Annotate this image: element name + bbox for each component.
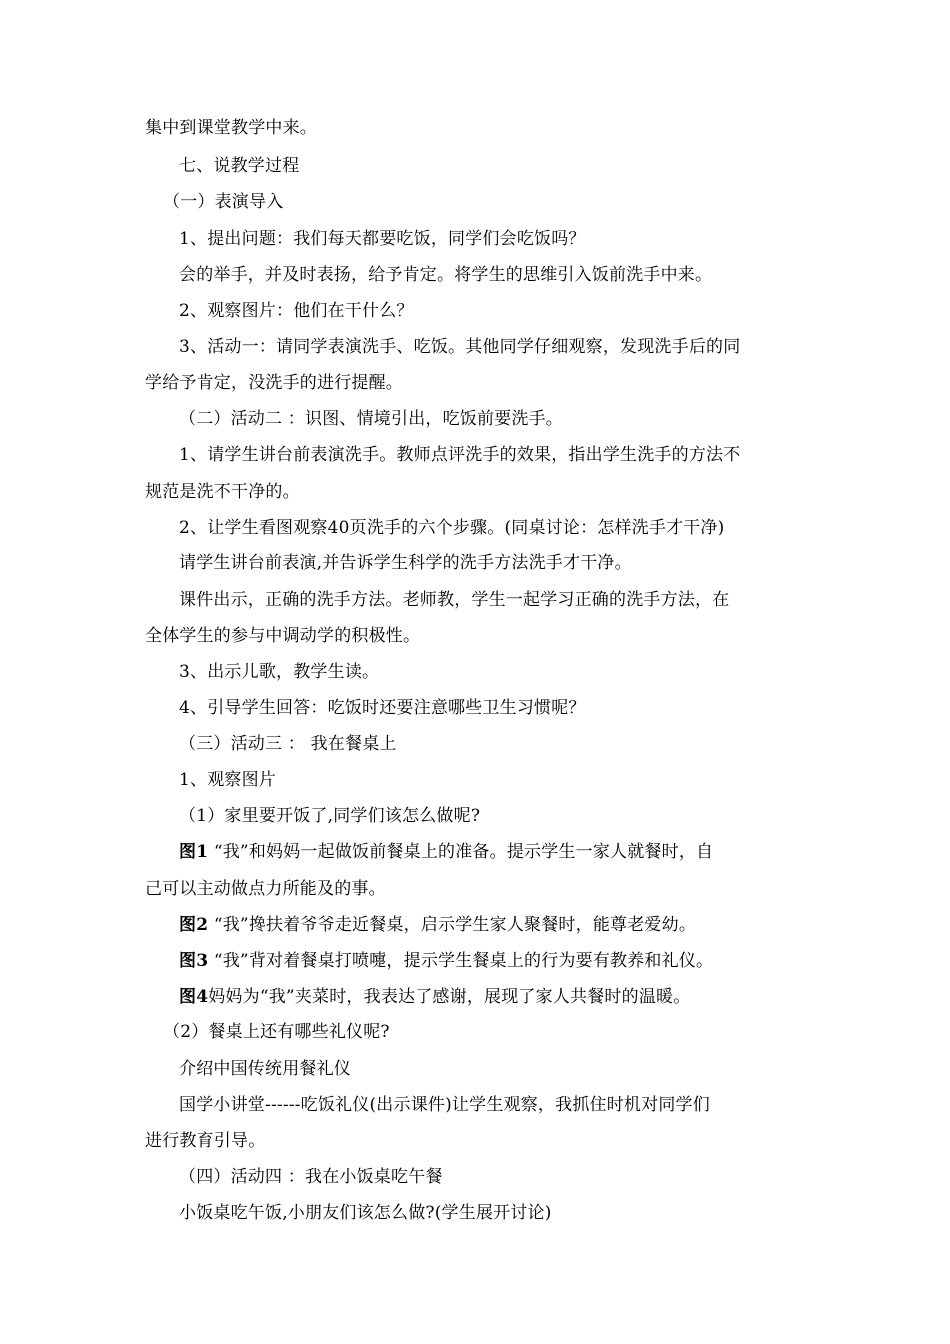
subsection-heading [163, 191, 283, 213]
line-text: 规范是洗不干净的。 [145, 482, 300, 502]
line-text: 3、活动一：请同学表演洗手、吃饭。其他同学仔细观察，发现洗手后的同 [179, 337, 741, 357]
line-text: 1、请学生讲台前表演洗手。教师点评洗手的效果，指出学生洗手的方法不 [179, 445, 741, 465]
line-text: （一）表演导入 [163, 192, 284, 212]
text-line [179, 444, 740, 466]
line-text: 集中到课堂教学中来。 [145, 118, 317, 138]
line-text: 2、让学生看图观察40页洗手的六个步骤。(同桌讨论：怎样洗手才干净) [179, 518, 725, 538]
text-line [179, 517, 725, 539]
line-text: 会的举手，并及时表扬，给予肯定。将学生的思维引入饭前洗手中来。 [179, 265, 713, 285]
text-line [179, 697, 586, 719]
line-text: （1）家里要开饭了,同学们该怎么做呢? [179, 806, 481, 826]
text-line [179, 589, 729, 611]
line-text: 3、出示儿歌，教学生读。 [179, 662, 380, 682]
line-text: 1、观察图片 [179, 770, 277, 790]
line-text: 国学小讲堂------吃饭礼仪(出示课件)让学生观察，我抓住时机对同学们 [179, 1095, 710, 1115]
figure-description [179, 950, 713, 972]
text-line [145, 1130, 265, 1152]
section-heading [179, 155, 299, 177]
figure-label: 图3 [179, 951, 209, 971]
subsection-heading [179, 408, 563, 430]
line-text: （二）活动二 ：识图、情境引出，吃饭前要洗手。 [179, 409, 564, 429]
text-line [163, 1021, 390, 1043]
text-line [179, 228, 586, 250]
line-text: 七、说教学过程 [179, 156, 300, 176]
line-text: 小饭桌吃午饭,小朋友们该怎么做?(学生展开讨论) [179, 1203, 552, 1223]
text-line [179, 1094, 710, 1116]
line-text: 2、观察图片：他们在干什么？ [179, 301, 414, 321]
text-line [179, 552, 632, 574]
figure-label: 图4 [179, 987, 209, 1007]
line-text: 全体学生的参与中调动学的积极性。 [145, 626, 421, 646]
text-line [179, 805, 480, 827]
figure-label: 图2 [179, 915, 209, 935]
text-line [145, 878, 386, 900]
text-line [179, 769, 276, 791]
line-text: 学给予肯定，没洗手的进行提醒。 [145, 373, 403, 393]
text-line [179, 1058, 351, 1080]
figure-description [179, 914, 696, 936]
line-text: 请学生讲台前表演,并告诉学生科学的洗手方法洗手才干净。 [179, 553, 632, 573]
text-line [145, 372, 403, 394]
text-line [179, 300, 414, 322]
line-text: “我”背对着餐桌打喷嚏，提示学生餐桌上的行为要有教养和礼仪。 [208, 951, 714, 971]
line-text: 妈妈为“我”夹菜时，我表达了感谢，展现了家人共餐时的温暖。 [208, 987, 691, 1007]
text-line [179, 1202, 552, 1224]
text-line [145, 117, 317, 139]
text-line [179, 336, 740, 358]
figure-label: 图1 [179, 842, 209, 862]
line-text: 介绍中国传统用餐礼仪 [179, 1059, 351, 1079]
line-text: 进行教育引导。 [145, 1131, 266, 1151]
text-line [179, 264, 712, 286]
line-text: （三）活动三 ： 我在餐桌上 [179, 734, 397, 754]
line-text: （四）活动四 ：我在小饭桌吃午餐 [179, 1167, 443, 1187]
text-line [145, 625, 420, 647]
figure-description [179, 986, 690, 1008]
text-line [179, 661, 379, 683]
line-text: “我”和妈妈一起做饭前餐桌上的准备。提示学生一家人就餐时，自 [208, 842, 714, 862]
text-line [145, 481, 300, 503]
line-text: （2）餐桌上还有哪些礼仪呢? [163, 1022, 390, 1042]
subsection-heading [179, 733, 397, 755]
figure-description [179, 841, 713, 863]
line-text: 1、提出问题：我们每天都要吃饭，同学们会吃饭吗？ [179, 229, 586, 249]
line-text: “我”搀扶着爷爷走近餐桌，启示学生家人聚餐时，能尊老爱幼。 [208, 915, 697, 935]
subsection-heading [179, 1166, 443, 1188]
line-text: 课件出示，正确的洗手方法。老师教，学生一起学习正确的洗手方法，在 [179, 590, 730, 610]
line-text: 己可以主动做点力所能及的事。 [145, 879, 386, 899]
line-text: 4、引导学生回答：吃饭时还要注意哪些卫生习惯呢？ [179, 698, 586, 718]
